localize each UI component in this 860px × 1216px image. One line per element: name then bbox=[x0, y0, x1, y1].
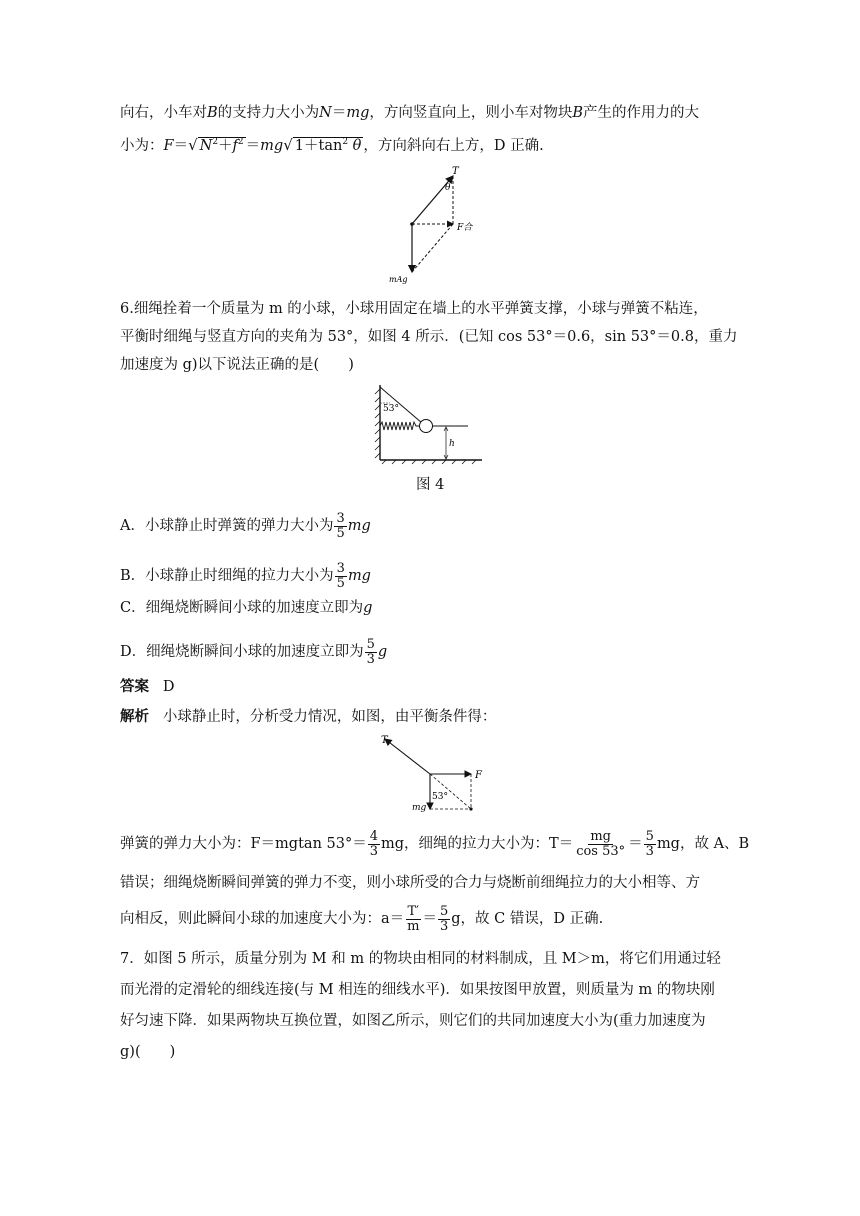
fraction-numerator: mg bbox=[590, 829, 611, 844]
option-a bbox=[120, 512, 371, 540]
fraction-numerator: 3 bbox=[336, 511, 345, 526]
answer-label: 答案 bbox=[120, 678, 149, 695]
fraction bbox=[368, 830, 380, 858]
analysis-line: 错误；细绳烧断瞬间弹簧的弹力不变，则小球所受的合力与烧断前细绳拉力的大小相等、方 bbox=[120, 875, 700, 891]
equals-sign: ＝ bbox=[422, 911, 437, 928]
text-segment: 的支持力大小为 bbox=[217, 105, 320, 121]
fraction bbox=[438, 905, 450, 933]
fraction-denominator: m bbox=[407, 918, 420, 934]
fraction-denominator: cos 53° bbox=[576, 843, 626, 859]
q6-text-line: 平衡时细绳与竖直方向的夹角为 53°，如图 4 所示．(已知 cos 53°＝0.6，sin 53°＝0.8，重力 bbox=[120, 329, 738, 345]
figure-caption: 图 4 bbox=[416, 477, 445, 493]
label-T: T bbox=[381, 735, 388, 746]
q7-text-line: 7．如图 5 所示，质量分别为 M 和 m 的物块由相同的材料制成，且 M＞m，将它们用通过轻 bbox=[120, 951, 721, 967]
label-mg: mg bbox=[412, 803, 427, 813]
fraction-denominator: 5 bbox=[336, 575, 345, 591]
fraction-numerator: 5 bbox=[645, 829, 654, 844]
force-analysis-diagram bbox=[373, 731, 497, 817]
option-a-text: A．小球静止时弹簧的弹力大小为 bbox=[120, 518, 334, 535]
angle-53-label: 53° bbox=[432, 792, 448, 802]
fraction-numerator: 4 bbox=[369, 829, 378, 844]
answer-value: D bbox=[162, 679, 175, 695]
q7-text-line: 而光滑的定滑轮的细线连接(与 M 相连的细线水平)．如果按图甲放置，则质量为 m 的物块刚 bbox=[120, 982, 715, 998]
fraction-denominator: 3 bbox=[366, 651, 375, 667]
text-segment: mg，细绳的拉力大小为：T＝ bbox=[381, 836, 574, 853]
fraction-denominator: 3 bbox=[369, 843, 378, 859]
option-c bbox=[120, 601, 372, 616]
analysis-label: 解析 bbox=[120, 708, 149, 725]
text-segment: mg，故 A、B bbox=[656, 836, 750, 853]
fraction bbox=[335, 562, 347, 590]
equals-sign: ＝ bbox=[628, 836, 643, 853]
label-theta: θ bbox=[445, 183, 451, 193]
option-c-unit: g bbox=[363, 600, 373, 616]
text-segment: ，方向竖直向上，则小车对物块 bbox=[369, 105, 573, 121]
option-d bbox=[120, 638, 387, 666]
fraction-denominator: 3 bbox=[439, 918, 449, 934]
option-b-unit: mg bbox=[347, 568, 371, 585]
q7-text-line: 好匀速下降．如果两物块互换位置，如图乙所示，则它们的共同加速度大小为(重力加速度为 bbox=[120, 1013, 706, 1029]
q6-text-line: 6.细绳拴着一个质量为 m 的小球，小球用固定在墙上的水平弹簧支撑，小球与弹簧不粘连， bbox=[120, 301, 708, 317]
text-segment: 产生的作用力的大 bbox=[583, 105, 700, 121]
angle-53-label: 53° bbox=[383, 404, 399, 414]
text-segment: 向相反，则此瞬间小球的加速度大小为：a＝ bbox=[120, 911, 405, 928]
fraction-numerator: T′ bbox=[407, 904, 420, 919]
label-T: T bbox=[452, 166, 459, 177]
fraction bbox=[334, 512, 346, 540]
fraction bbox=[644, 830, 656, 858]
answer-line bbox=[120, 680, 174, 695]
analysis-line bbox=[120, 710, 496, 725]
label-F: F bbox=[475, 770, 482, 781]
analysis-text: 小球静止时，分析受力情况，如图，由平衡条件得： bbox=[162, 709, 497, 725]
fraction-denominator: 3 bbox=[645, 843, 654, 859]
text-segment: 向右，小车对 bbox=[120, 105, 207, 121]
figure-4-diagram bbox=[374, 381, 486, 465]
option-b bbox=[120, 562, 371, 590]
fraction bbox=[405, 905, 421, 933]
label-mAg: mAg bbox=[389, 275, 408, 284]
q6-text-line: 加速度为 g)以下说法正确的是( ) bbox=[120, 357, 354, 373]
text-segment: 小为： bbox=[120, 138, 164, 154]
option-a-unit: mg bbox=[347, 518, 371, 535]
fraction bbox=[574, 830, 627, 858]
fraction bbox=[365, 638, 377, 666]
force-diagram-1 bbox=[385, 164, 505, 289]
analysis-line bbox=[120, 830, 749, 858]
option-d-unit: g bbox=[377, 644, 388, 661]
option-c-text: C．细绳烧断瞬间小球的加速度立即为 bbox=[120, 600, 364, 616]
option-b-text: B．小球静止时细绳的拉力大小为 bbox=[120, 568, 334, 585]
solution-text-line: 小为：F＝√ $N^2+f^2 =mg√$ $1+\tan^2$ θ ，方向斜向右上方，D 正确. bbox=[120, 136, 544, 154]
label-F-combined: F合 bbox=[457, 223, 473, 233]
fraction-numerator: 5 bbox=[439, 904, 449, 919]
text-segment: g，故 C 错误，D 正确. bbox=[451, 911, 604, 928]
option-d-text: D．细绳烧断瞬间小球的加速度立即为 bbox=[120, 644, 364, 661]
text-segment: ，方向斜向右上方，D 正确. bbox=[363, 138, 544, 154]
fraction-denominator: 5 bbox=[336, 525, 345, 541]
text-segment: 弹簧的弹力大小为：F＝mgtan 53°＝ bbox=[120, 836, 367, 853]
q7-text-line: g)( ) bbox=[120, 1044, 176, 1060]
fraction-numerator: 3 bbox=[336, 561, 345, 576]
solution-text-line: 向右，小车对B的支持力大小为N＝mg，方向竖直向上，则小车对物块B产生的作用力的大 bbox=[120, 105, 700, 121]
analysis-line bbox=[120, 905, 603, 933]
fraction-numerator: 5 bbox=[366, 637, 375, 652]
height-h-label: h bbox=[449, 439, 455, 449]
